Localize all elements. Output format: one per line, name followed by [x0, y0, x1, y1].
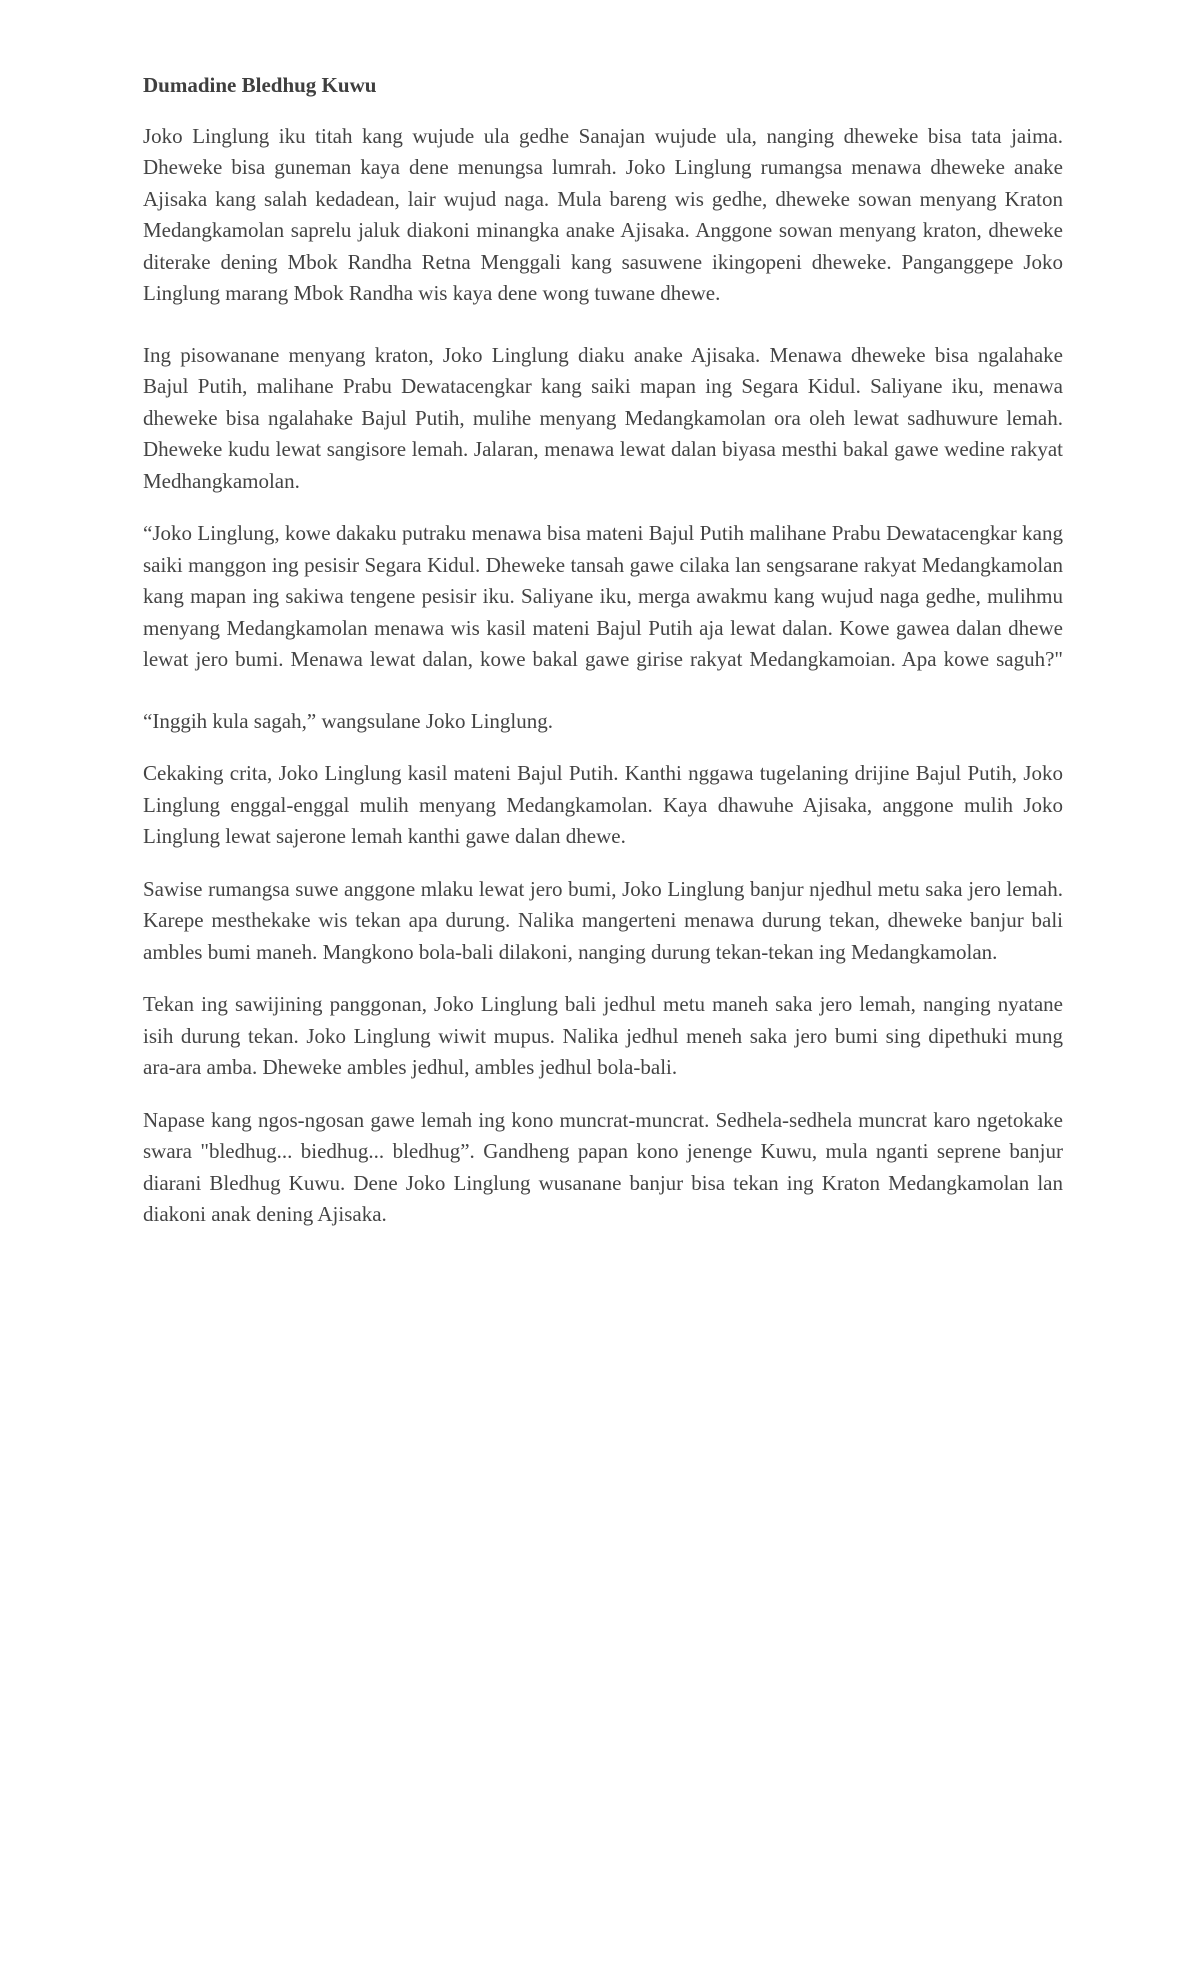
paragraph-2: Ing pisowanane menyang kraton, Joko Linglung diaku anake Ajisaka. Menawa dheweke bisa ngalahake Bajul Putih, malihane Prabu Dewatacengkar kang saiki mapan ing Segara Kidul. Saliyane iku, menawa dheweke bisa ngalahake Bajul Putih, mulihe menyang Medangkamolan ora oleh lewat sadhuwure lemah. Dheweke kudu lewat sangisore lemah. Jalaran, menawa lewat dalan biyasa mesthi bakal gawe wedine rakyat Medhangkamolan.: [143, 342, 1063, 493]
document-page: [143, 70, 1063, 1252]
paragraph-3-dialogue: “Joko Linglung, kowe dakaku putraku menawa bisa mateni Bajul Putih malihane Prabu Dewatacengkar kang saiki manggon ing pesisir Segara Kidul. Dheweke tansah gawe cilaka lan sengsarane rakyat Medangkamolan kang mapan ing sakiwa tengene pesisir iku. Saliyane iku, merga awakmu kang wujud naga gedhe, mulihmu menyang Medangkamolan menawa wis kasil mateni Bajul Putih aja lewat dalan. Kowe gawea dalan dhewe lewat jero bumi. Menawa lewat dalan, kowe bakal gawe girise rakyat Medangkamoian. Apa kowe saguh?": [143, 521, 1063, 671]
paragraph-5: Cekaking crita, Joko Linglung kasil mateni Bajul Putih. Kanthi nggawa tugelaning drijine Bajul Putih, Joko Linglung enggal-enggal mulih menyang Medangkamolan. Kaya dhawuhe Ajisaka, anggone mulih Joko Linglung lewat sajerone lemah kanthi gawe dalan dhewe.: [143, 761, 1063, 848]
paragraph-4-reply: “Inggih kula sagah,” wangsulane Joko Linglung.: [143, 708, 553, 733]
document-title: Dumadine Bledhug Kuwu: [143, 73, 377, 97]
paragraph-8: Napase kang ngos-ngosan gawe lemah ing kono muncrat-muncrat. Sedhela-sedhela muncrat karo ngetokake swara "bledhug... biedhug... bledhug”. Gandheng papan kono jenenge Kuwu, mula nganti seprene banjur diarani Bledhug Kuwu. Dene Joko Linglung wusanane banjur bisa tekan ing Kraton Medangkamolan lan diakoni anak dening Ajisaka.: [143, 1107, 1063, 1226]
paragraph-6: Sawise rumangsa suwe anggone mlaku lewat jero bumi, Joko Linglung banjur njedhul metu saka jero lemah. Karepe mesthekake wis tekan apa durung. Nalika mangerteni menawa durung tekan, dheweke banjur bali ambles bumi maneh. Mangkono bola-bali dilakoni, nanging durung tekan-tekan ing Medangkamolan.: [143, 876, 1063, 964]
paragraph-1: Joko Linglung iku titah kang wujude ula gedhe Sanajan wujude ula, nanging dheweke bisa tata jaima. Dheweke bisa guneman kaya dene menungsa lumrah. Joko Linglung rumangsa menawa dheweke anake Ajisaka kang salah kedadean, lair wujud naga. Mula bareng wis gedhe, dheweke sowan menyang Kraton Medangkamolan saprelu jaluk diakoni minangka anake Ajisaka. Anggone sowan menyang kraton, dheweke diterake dening Mbok Randha Retna Menggali kang sasuwene ikingopeni dheweke. Panganggepe Joko Linglung marang Mbok Randha wis kaya dene wong tuwane dhewe.: [143, 123, 1063, 305]
paragraph-7: Tekan ing sawijining panggonan, Joko Linglung bali jedhul metu maneh saka jero lemah, nanging nyatane isih durung tekan. Joko Linglung wiwit mupus. Nalika jedhul meneh saka jero bumi sing dipethuki mung ara-ara amba. Dheweke ambles jedhul, ambles jedhul bola-bali.: [143, 992, 1063, 1079]
